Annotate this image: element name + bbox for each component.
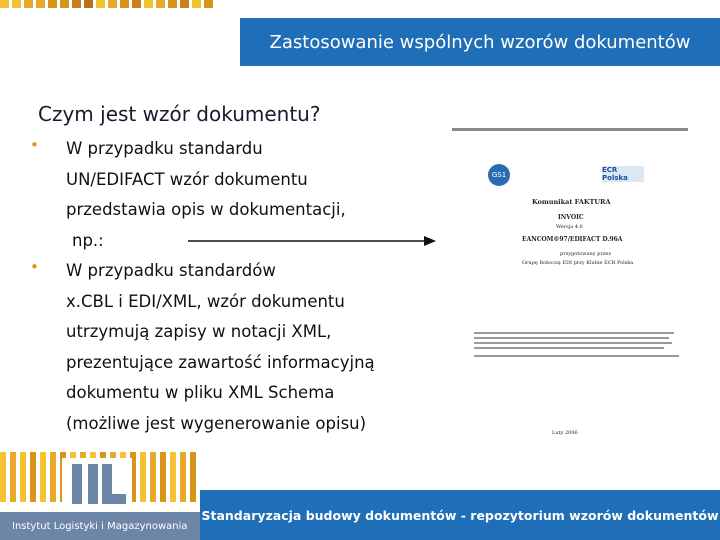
- bullet-line: W przypadku standardu: [66, 139, 263, 158]
- doc-standard: EANCOM®97/EDIFACT D.96A: [522, 236, 623, 243]
- divider: [452, 128, 688, 131]
- slide-title: Zastosowanie wspólnych wzorów dokumentów: [269, 31, 691, 53]
- bullet-line: np.:: [72, 230, 104, 250]
- ecr-logo: ECR Polska: [602, 166, 644, 182]
- doc-subtitle: INVOIC: [558, 214, 584, 221]
- bullet-line: prezentujące zawartość informacyjną: [66, 352, 375, 372]
- doc-paragraph-line: [474, 342, 672, 344]
- doc-title: Komunikat FAKTURA: [532, 198, 611, 206]
- bullet-line: W przypadku standardów: [66, 261, 276, 280]
- bullet-line: x.CBL i EDI/XML, wzór dokumentu: [66, 291, 345, 311]
- bullet-dot-icon: •: [30, 136, 39, 154]
- gs1-logo: GS1: [488, 164, 510, 186]
- bullet-line: przedstawia opis w dokumentacji,: [66, 200, 346, 219]
- section-heading: Czym jest wzór dokumentu?: [38, 102, 321, 126]
- institute-label: Instytut Logistyki i Magazynowania: [12, 520, 188, 532]
- bullet-line: (możliwe jest wygenerowanie opisu): [66, 413, 367, 433]
- arrow-right-icon: [188, 234, 438, 248]
- bullet-line: dokumentu w pliku XML Schema: [66, 383, 335, 402]
- footer-bar: [200, 490, 720, 540]
- doc-paragraph-line: [474, 355, 679, 357]
- slide-title-bar: [240, 18, 720, 66]
- footer-caption: Standaryzacja budowy dokumentów - repozytorium wzorów dokumentów: [201, 507, 719, 523]
- institute-name: [0, 512, 200, 540]
- doc-version: Wersja 4.0: [556, 224, 583, 230]
- bullet-line: UN/EDIFACT wzór dokumentu: [66, 169, 308, 189]
- doc-paragraph-line: [474, 337, 669, 339]
- top-decoration: [0, 0, 216, 8]
- ilim-logo-icon: [62, 458, 132, 510]
- bullet-dot-icon: •: [30, 258, 39, 276]
- doc-paragraph-line: [474, 332, 674, 334]
- bullet-item-xml: [28, 256, 448, 439]
- bullet-list: [28, 134, 448, 439]
- doc-paragraph-line: [474, 347, 664, 349]
- doc-date: Luty 2006: [552, 430, 578, 436]
- bullet-line: utrzymują zapisy w notacji XML,: [66, 322, 332, 341]
- document-preview: [452, 136, 686, 436]
- doc-prepared-by: przygotowany przez: [560, 251, 611, 257]
- doc-group: Grupę Roboczą EDI przy Klubie ECR Polska: [522, 260, 634, 266]
